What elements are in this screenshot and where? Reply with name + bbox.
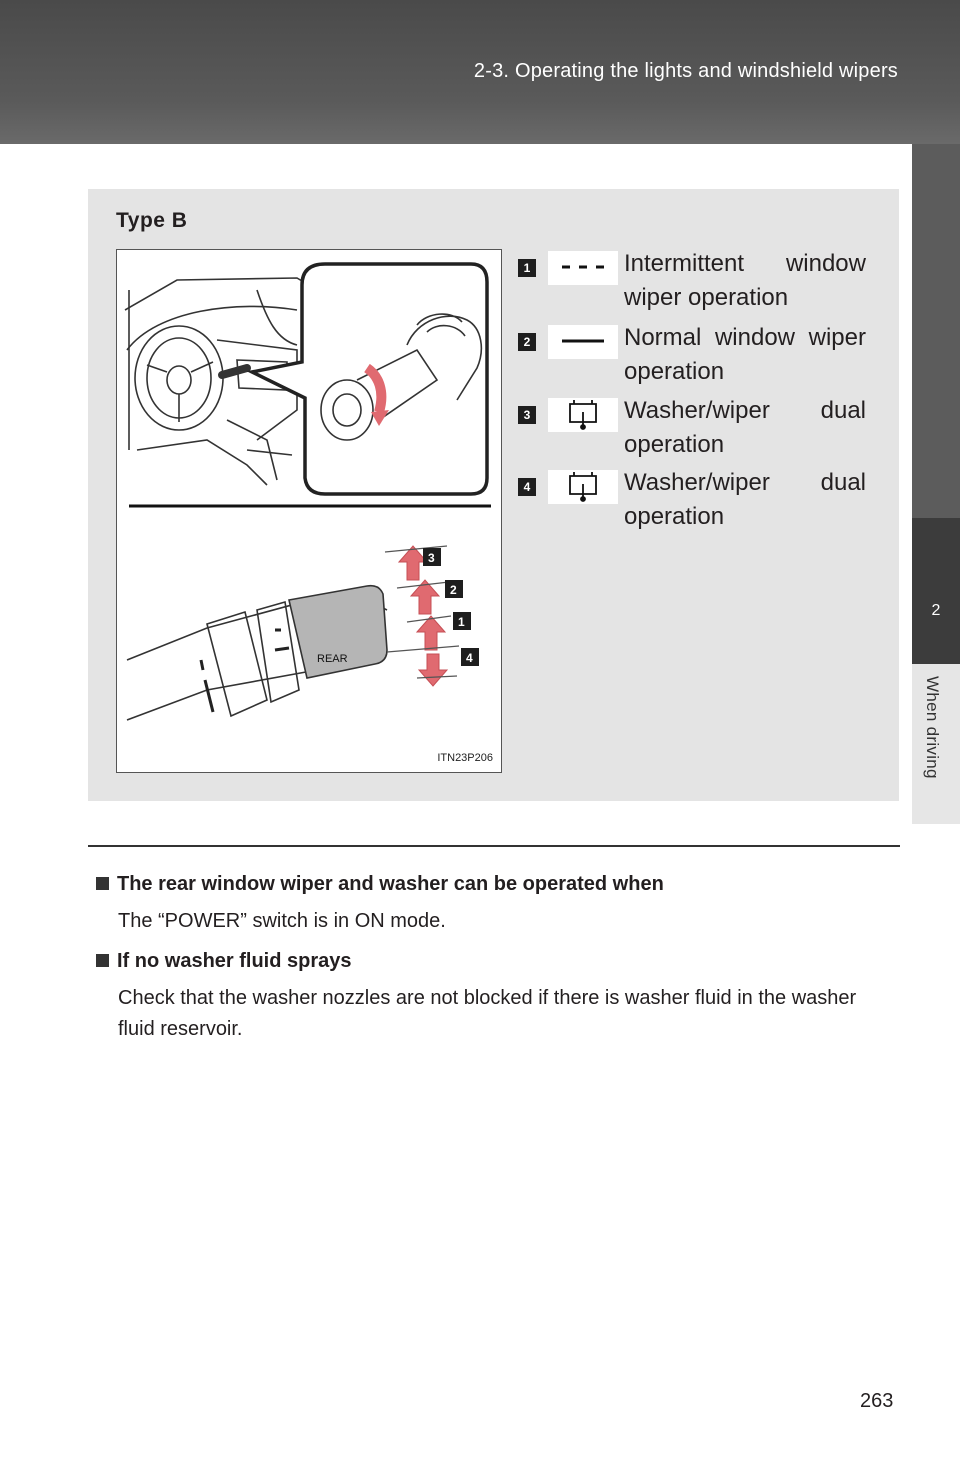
normal-line-icon	[548, 325, 618, 359]
callout-2: 2	[450, 583, 457, 597]
section-heading: If no washer fluid sprays	[96, 946, 896, 977]
figure-code: ITN23P206	[437, 752, 493, 764]
square-bullet-icon	[96, 954, 109, 967]
chapter-number: 2	[912, 518, 960, 664]
chapter-side-tab	[912, 144, 960, 1484]
zoom-callout	[252, 264, 487, 494]
callout-3: 3	[428, 551, 435, 565]
section-heading: The rear window wiper and washer can be operated when	[96, 869, 896, 900]
type-b-panel	[88, 189, 899, 801]
washer-spray-icon	[548, 470, 618, 504]
section-1	[96, 869, 896, 937]
legend-text: Washer/wiper dual operation	[624, 469, 866, 530]
section-body: The “POWER” switch is in ON mode.	[118, 910, 446, 932]
page-number: 263	[860, 1390, 894, 1412]
lever-stalk	[222, 368, 247, 375]
legend-text: Intermittent window wiper operation	[624, 250, 866, 311]
rear-label: REAR	[317, 653, 348, 665]
position-arrows	[399, 546, 447, 686]
wiper-lever-illustration	[116, 249, 502, 773]
section-2	[96, 946, 896, 1045]
section-divider	[88, 845, 900, 847]
chapter-label: When driving	[923, 676, 942, 779]
illustration-drawing	[117, 250, 502, 773]
section-body: Check that the washer nozzles are not blocked if there is washer fluid in the washer fluid reservoir.	[118, 987, 857, 1040]
page-header	[0, 0, 960, 144]
callout-1: 1	[458, 615, 465, 629]
square-bullet-icon	[96, 877, 109, 890]
callout-4: 4	[466, 651, 473, 665]
legend-number: 1	[518, 259, 536, 277]
legend-number: 2	[518, 333, 536, 351]
legend-text: Washer/wiper dual operation	[624, 397, 866, 458]
intermittent-dashes-icon	[548, 251, 618, 285]
legend-text: Normal window wiper operation	[624, 324, 866, 385]
legend-number: 3	[518, 406, 536, 424]
panel-title: Type B	[116, 209, 188, 232]
legend-number: 4	[518, 478, 536, 496]
washer-spray-icon	[548, 398, 618, 432]
section-title: 2-3. Operating the lights and windshield wipers	[473, 60, 898, 82]
